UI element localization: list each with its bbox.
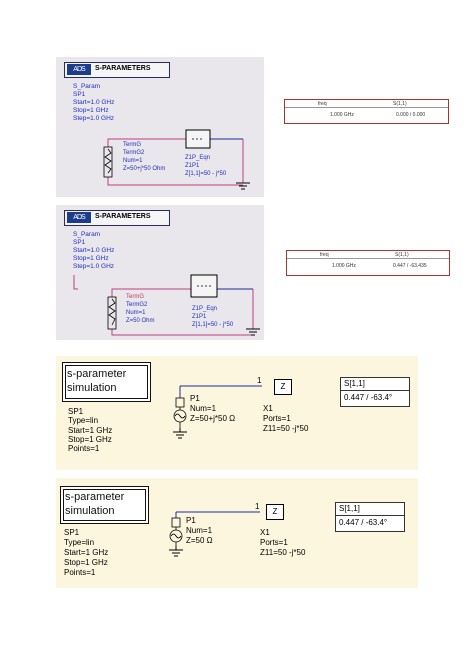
termg-id: TermG2 (123, 150, 145, 156)
x-z11: Z11=50 -j*50 (263, 424, 309, 433)
sim-param-start: Start=1 GHz (64, 548, 109, 557)
result-header: S[1,1] (344, 379, 365, 388)
freq-value: 1.000 GHz (330, 112, 354, 118)
qucs-result-table-1 (340, 377, 410, 407)
sp-param-name: S_Param (73, 83, 101, 90)
sim-param-id: SP1 (68, 407, 84, 416)
sp-header-title: S-PARAMETERS (95, 213, 151, 220)
x-ports: Ports=1 (263, 414, 291, 423)
sp-param-name: S_Param (73, 231, 101, 238)
ads-logo-icon: ADS (67, 212, 91, 223)
sim-param-points: Points=1 (64, 568, 96, 577)
sp-param-start: Start=1.0 GHz (73, 247, 115, 254)
term-resistor-icon (108, 297, 116, 329)
wire-diagram (56, 205, 264, 340)
result-value: 0.447 / -63.4° (344, 393, 393, 402)
ground-icon (236, 177, 250, 189)
sp-header-title: S-PARAMETERS (95, 65, 151, 72)
eqn-id: Z1P1 (192, 314, 207, 320)
wire-diagram (56, 356, 418, 470)
sp-param-stop: Stop=1 GHz (73, 255, 109, 262)
qucs-schematic-1 (56, 356, 418, 470)
x-label: X1 (260, 528, 270, 537)
sp-param-id: SP1 (73, 239, 86, 246)
sp-param-step: Step=1.0 GHz (73, 263, 115, 270)
result-value: 0.447 / -63.4° (339, 518, 388, 527)
ads-logo-icon: ADS (67, 64, 91, 75)
col-freq-header: freq (320, 252, 329, 258)
sim-param-stop: Stop=1 GHz (64, 558, 108, 567)
sim-title-line1: s-parameter (65, 491, 125, 503)
sim-param-type: Type=lin (64, 538, 95, 547)
sim-title-line1: s-parameter (67, 368, 127, 380)
term-resistor-icon (104, 147, 112, 177)
s-value: 0.000 / 0.000 (396, 112, 426, 118)
port-z: Z=50 Ω (186, 536, 213, 545)
eqn-id: Z1P1 (185, 163, 200, 169)
sp-param-stop: Stop=1 GHz (73, 107, 109, 114)
sim-param-type: Type=lin (68, 416, 99, 425)
ground-icon (246, 325, 260, 335)
wire-diagram (56, 57, 264, 197)
sp-param-id: SP1 (73, 91, 86, 98)
termg-id: TermG2 (126, 302, 148, 308)
termg-num: Num=1 (126, 310, 146, 316)
termg-label: TermG (123, 142, 141, 148)
wire-diagram (56, 478, 418, 588)
qucs-schematic-2 (56, 478, 418, 588)
ground-icon (173, 432, 187, 438)
termg-z: Z=50+j*50 Ohm (123, 166, 166, 172)
termg-label: TermG (126, 294, 144, 300)
port-label: P1 (186, 516, 196, 525)
ads-schematic-2 (56, 205, 264, 340)
freq-value: 1.000 GHz (332, 263, 356, 269)
x-label: X1 (263, 404, 273, 413)
termg-num: Num=1 (123, 158, 143, 164)
result-header: S[1,1] (339, 504, 360, 513)
eqn-z: Z[1,1]=50 - j*50 (185, 171, 227, 177)
x-ports: Ports=1 (260, 538, 288, 547)
x-z11: Z11=50 -j*50 (260, 548, 306, 557)
port-num: Num=1 (186, 526, 213, 535)
ads-result-table-1 (284, 99, 449, 124)
ads-schematic-1 (56, 57, 264, 197)
eqn-z: Z[1,1]=50 - j*50 (192, 322, 234, 328)
port-z: Z=50+j*50 Ω (190, 414, 236, 423)
port-label: P1 (190, 394, 200, 403)
s-value: 0.447 / -63.435 (393, 263, 427, 269)
port-source-icon (174, 398, 186, 428)
sim-param-start: Start=1 GHz (68, 426, 113, 435)
sim-param-points: Points=1 (68, 444, 100, 453)
port-source-icon (170, 518, 182, 546)
port-pin-number: 1 (257, 376, 262, 385)
col-s-header: S(1,1) (395, 252, 409, 258)
sim-title-line2: simulation (67, 382, 117, 394)
sim-title-line2: simulation (65, 505, 115, 517)
port-pin-number: 1 (255, 502, 260, 511)
sim-param-stop: Stop=1 GHz (68, 435, 112, 444)
col-freq-header: freq (318, 101, 327, 107)
eqn-label: Z1P_Eqn (192, 306, 218, 312)
sp-param-step: Step=1.0 GHz (73, 115, 115, 122)
sim-param-id: SP1 (64, 528, 80, 537)
impedance-z-block[interactable]: Z (274, 379, 292, 395)
impedance-z-block[interactable]: Z (266, 504, 284, 520)
ground-icon (169, 550, 183, 556)
termg-z: Z=50 Ohm (126, 318, 155, 324)
col-s-header: S(1,1) (393, 101, 407, 107)
ads-result-table-2 (286, 250, 450, 276)
eqn-label: Z1P_Eqn (185, 155, 211, 161)
qucs-result-table-2 (335, 502, 405, 532)
port-num: Num=1 (190, 404, 217, 413)
sp-param-start: Start=1.0 GHz (73, 99, 115, 106)
